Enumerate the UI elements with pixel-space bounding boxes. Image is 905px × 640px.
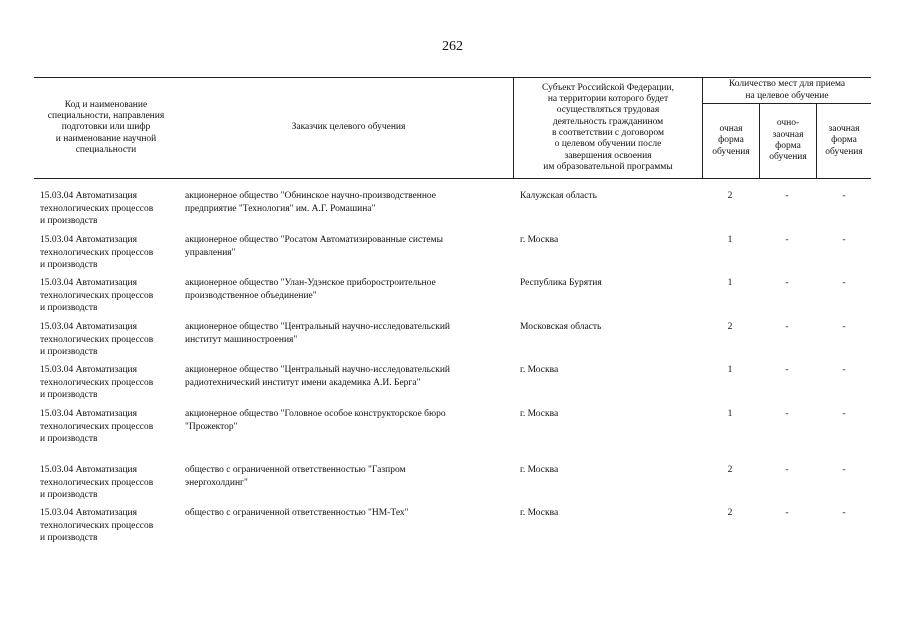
- header-places-label: Количество мест для приема на целевое обучение: [728, 79, 846, 101]
- table-header: [34, 77, 871, 179]
- customer-name: общество с ограниченной ответственностью "Газпром энергохолдинг": [185, 465, 406, 488]
- header-code-cell: [34, 78, 178, 178]
- places-ochno-zaochnaya: -: [785, 235, 789, 245]
- places-zaochnaya: -: [842, 278, 846, 288]
- customer-name: акционерное общество "Улан-Удэнское приборостроительное производственное объединение": [185, 278, 436, 301]
- header-zaochnaya-cell: [817, 104, 871, 178]
- customer-name: общество с ограниченной ответственностью "НМ-Тех": [185, 508, 409, 518]
- header-ochnaya-label: очная форма обучения: [712, 124, 750, 157]
- header-customer-cell: [184, 78, 513, 178]
- places-zaochnaya: -: [842, 191, 846, 201]
- header-code-label: Код и наименование специальности, направления подготовки или шифр и наименование научной специальности: [47, 99, 165, 155]
- specialty-code: 15.03.04 Автоматизация технологических процессов и производств: [40, 278, 154, 314]
- customer-name: акционерное общество "Центральный научно-исследовательский радиотехнический институт имени академика А.И. Берга": [185, 365, 451, 388]
- header-ochno-zaochnaya-cell: [760, 104, 816, 178]
- federal-subject: г. Москва: [520, 465, 559, 475]
- federal-subject: Республика Бурятия: [520, 278, 602, 288]
- customer-name: акционерное общество "Головное особое конструкторское бюро "Прожектор": [185, 409, 446, 432]
- places-ochnaya: 1: [727, 278, 733, 288]
- header-customer-label: Заказчик целевого обучения: [291, 122, 406, 133]
- places-ochnaya: 2: [727, 191, 733, 201]
- header-places-cell: [703, 78, 871, 103]
- places-ochno-zaochnaya: -: [785, 465, 789, 475]
- places-ochno-zaochnaya: -: [785, 322, 789, 332]
- specialty-code: 15.03.04 Автоматизация технологических процессов и производств: [40, 508, 154, 544]
- page-number: 262: [442, 39, 463, 54]
- places-ochnaya: 1: [727, 235, 733, 245]
- specialty-code: 15.03.04 Автоматизация технологических процессов и производств: [40, 465, 154, 501]
- customer-name: акционерное общество "Обнинское научно-производственное предприятие "Технология" им. А.Г. Ромашина": [185, 191, 436, 214]
- header-subject-label: Субъект Российской Федерации, на территории которого будет осуществляться трудовая деятельность гражданином в соответствии с договором о целевом обучении после завершения освоения им образовательной программы: [542, 82, 674, 172]
- federal-subject: г. Москва: [520, 235, 559, 245]
- places-ochno-zaochnaya: -: [785, 278, 789, 288]
- header-subject-cell: [514, 78, 702, 178]
- specialty-code: 15.03.04 Автоматизация технологических процессов и производств: [40, 409, 154, 445]
- places-ochnaya: 2: [727, 465, 733, 475]
- places-zaochnaya: -: [842, 409, 846, 419]
- federal-subject: г. Москва: [520, 409, 559, 419]
- specialty-code: 15.03.04 Автоматизация технологических процессов и производств: [40, 191, 154, 227]
- places-zaochnaya: -: [842, 322, 846, 332]
- places-zaochnaya: -: [842, 365, 846, 375]
- federal-subject: Московская область: [520, 322, 602, 332]
- places-ochnaya: 2: [727, 508, 733, 518]
- places-ochno-zaochnaya: -: [785, 365, 789, 375]
- places-ochnaya: 1: [727, 365, 733, 375]
- federal-subject: г. Москва: [520, 365, 559, 375]
- specialty-code: 15.03.04 Автоматизация технологических процессов и производств: [40, 365, 154, 401]
- customer-name: акционерное общество "Центральный научно-исследовательский институт машиностроения": [185, 322, 451, 345]
- places-zaochnaya: -: [842, 235, 846, 245]
- places-ochnaya: 2: [727, 322, 733, 332]
- specialty-code: 15.03.04 Автоматизация технологических процессов и производств: [40, 235, 154, 271]
- places-ochno-zaochnaya: -: [785, 508, 789, 518]
- places-ochno-zaochnaya: -: [785, 191, 789, 201]
- header-zaochnaya-label: заочная форма обучения: [825, 124, 863, 157]
- customer-name: акционерное общество "Росатом Автоматизированные системы управления": [185, 235, 443, 258]
- federal-subject: г. Москва: [520, 508, 559, 518]
- places-ochno-zaochnaya: -: [785, 409, 789, 419]
- specialty-code: 15.03.04 Автоматизация технологических процессов и производств: [40, 322, 154, 358]
- places-zaochnaya: -: [842, 465, 846, 475]
- header-ochnaya-cell: [703, 104, 759, 178]
- places-zaochnaya: -: [842, 508, 846, 518]
- header-ochno-zaochnaya-label: очно- заочная форма обучения: [769, 118, 807, 163]
- places-ochnaya: 1: [727, 409, 733, 419]
- federal-subject: Калужская область: [520, 191, 597, 201]
